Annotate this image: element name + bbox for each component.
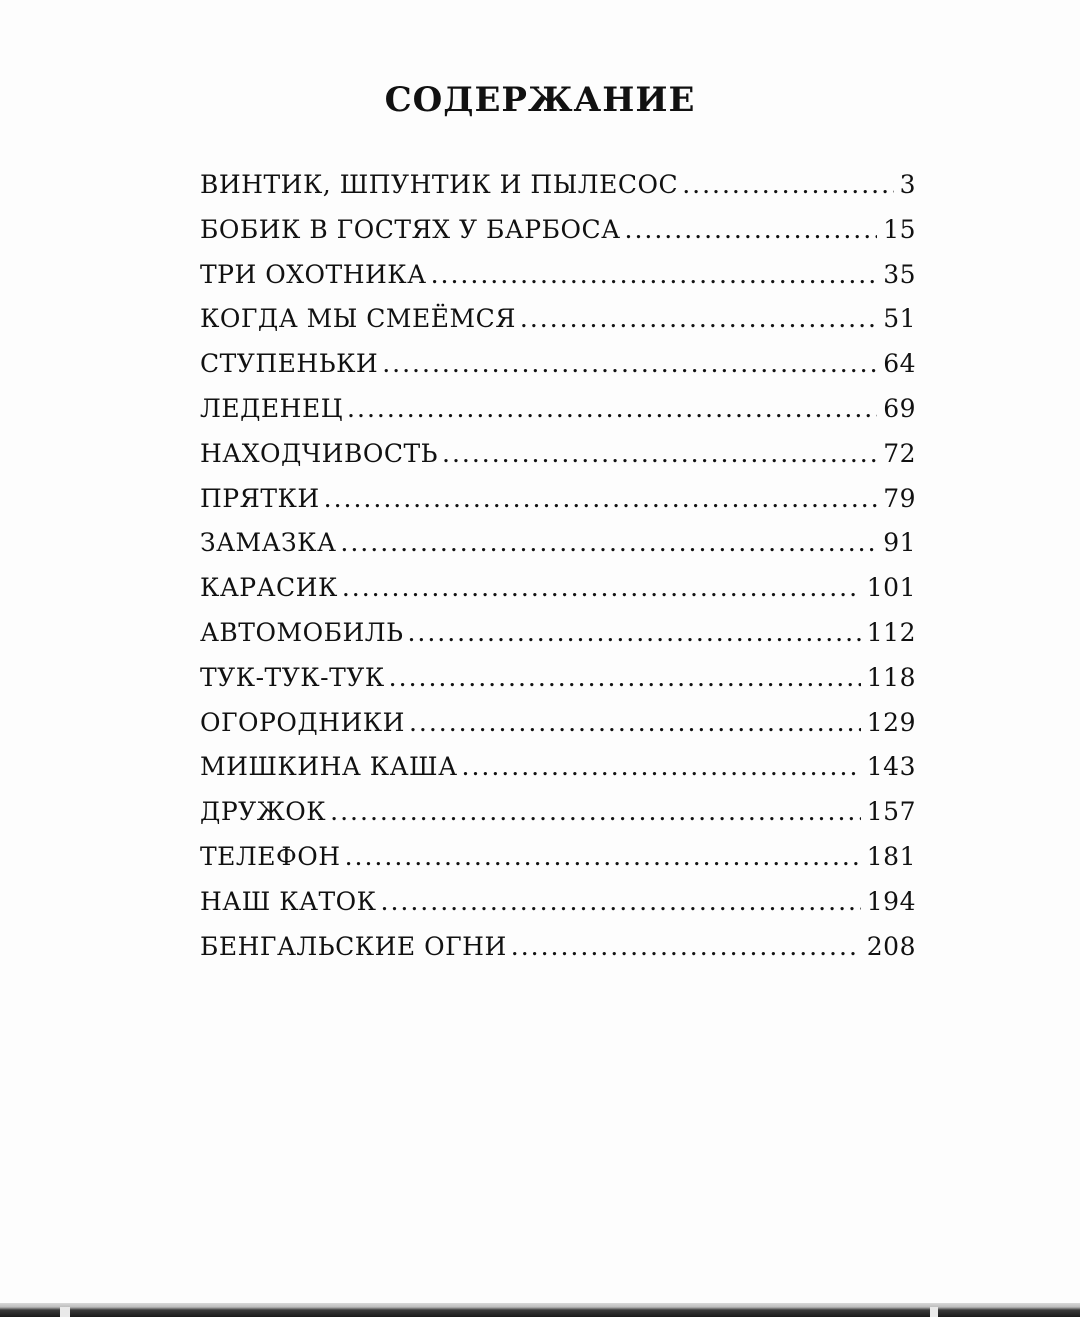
- toc-entry-title: ТЕЛЕФОН: [200, 841, 341, 871]
- toc-entry-page: 79: [883, 483, 916, 513]
- toc-entry-title: ТРИ ОХОТНИКА: [200, 259, 427, 289]
- page-edge-gap: [60, 1307, 70, 1317]
- toc-entry: [200, 573, 916, 618]
- toc-entry-page: 181: [866, 841, 916, 871]
- toc-entry-title: НАХОДЧИВОСТЬ: [200, 438, 438, 468]
- toc-entry-page: 64: [883, 349, 916, 379]
- toc-entry: [200, 304, 916, 349]
- dot-leader: [347, 394, 877, 423]
- toc-entry-title: МИШКИНА КАША: [200, 752, 458, 782]
- dot-leader: [442, 439, 877, 468]
- toc-entry-page: 51: [883, 304, 916, 334]
- toc-entry: [200, 618, 916, 663]
- dot-leader: [345, 842, 861, 871]
- table-of-contents: [200, 170, 916, 976]
- toc-entry-title: ПРЯТКИ: [200, 483, 320, 513]
- toc-entry-page: 112: [866, 617, 916, 647]
- toc-entry-title: ОГОРОДНИКИ: [200, 707, 405, 737]
- toc-entry-page: 129: [866, 707, 916, 737]
- dot-leader: [682, 170, 893, 199]
- dot-leader: [409, 708, 861, 737]
- toc-entry-title: ДРУЖОК: [200, 797, 327, 827]
- toc-entry-page: 157: [866, 797, 916, 827]
- page-bottom-edge: [0, 1303, 1080, 1317]
- toc-entry-page: 101: [866, 573, 916, 603]
- toc-entry: [200, 797, 916, 842]
- toc-entry-title: ВИНТИК, ШПУНТИК И ПЫЛЕСОС: [200, 170, 679, 199]
- toc-entry: [200, 887, 916, 932]
- toc-entry-page: 3: [899, 170, 916, 199]
- toc-entry-page: 208: [866, 931, 916, 961]
- toc-entry: [200, 932, 916, 977]
- toc-entry-title: СТУПЕНЬКИ: [200, 349, 379, 379]
- toc-entry-title: ЛЕДЕНЕЦ: [200, 393, 344, 423]
- dot-leader: [511, 932, 861, 961]
- toc-entry: [200, 394, 916, 439]
- toc-entry: [200, 528, 916, 573]
- toc-entry: [200, 170, 916, 215]
- toc-entry-page: 35: [883, 259, 916, 289]
- toc-entry-title: КОГДА МЫ СМЕЁМСЯ: [200, 304, 516, 334]
- toc-entry: [200, 708, 916, 753]
- toc-entry-title: ЗАМАЗКА: [200, 528, 337, 558]
- toc-entry-page: 69: [883, 393, 916, 423]
- dot-leader: [340, 528, 877, 557]
- dot-leader: [462, 752, 861, 781]
- toc-entry-page: 143: [866, 752, 916, 782]
- toc-entry-page: 118: [866, 662, 916, 692]
- dot-leader: [330, 797, 861, 826]
- page-title: СОДЕРЖАНИЕ: [384, 80, 696, 120]
- toc-entry: [200, 439, 916, 484]
- toc-entry-title: БЕНГАЛЬСКИЕ ОГНИ: [200, 931, 507, 961]
- dot-leader: [431, 260, 878, 289]
- toc-entry-page: 91: [883, 528, 916, 558]
- toc-entry: [200, 215, 916, 260]
- toc-entry-title: КАРАСИК: [200, 573, 338, 603]
- toc-entry-title: НАШ КАТОК: [200, 886, 377, 916]
- page-edge-gap: [930, 1307, 938, 1317]
- toc-entry-page: 72: [883, 438, 916, 468]
- toc-entry: [200, 752, 916, 797]
- dot-leader: [407, 618, 860, 647]
- toc-entry: [200, 260, 916, 305]
- toc-entry: [200, 663, 916, 708]
- toc-entry-title: АВТОМОБИЛЬ: [200, 617, 404, 647]
- dot-leader: [324, 484, 878, 513]
- toc-entry: [200, 349, 916, 394]
- dot-leader: [520, 304, 877, 333]
- toc-entry-title: БОБИК В ГОСТЯХ У БАРБОСА: [200, 214, 621, 244]
- dot-leader: [381, 887, 861, 916]
- dot-leader: [342, 573, 861, 602]
- dot-leader: [382, 349, 877, 378]
- toc-entry-page: 15: [883, 214, 916, 244]
- toc-entry: [200, 484, 916, 529]
- toc-entry-page: 194: [866, 886, 916, 916]
- dot-leader: [625, 215, 878, 244]
- dot-leader: [389, 663, 861, 692]
- toc-entry-title: ТУК-ТУК-ТУК: [200, 662, 385, 692]
- toc-entry: [200, 842, 916, 887]
